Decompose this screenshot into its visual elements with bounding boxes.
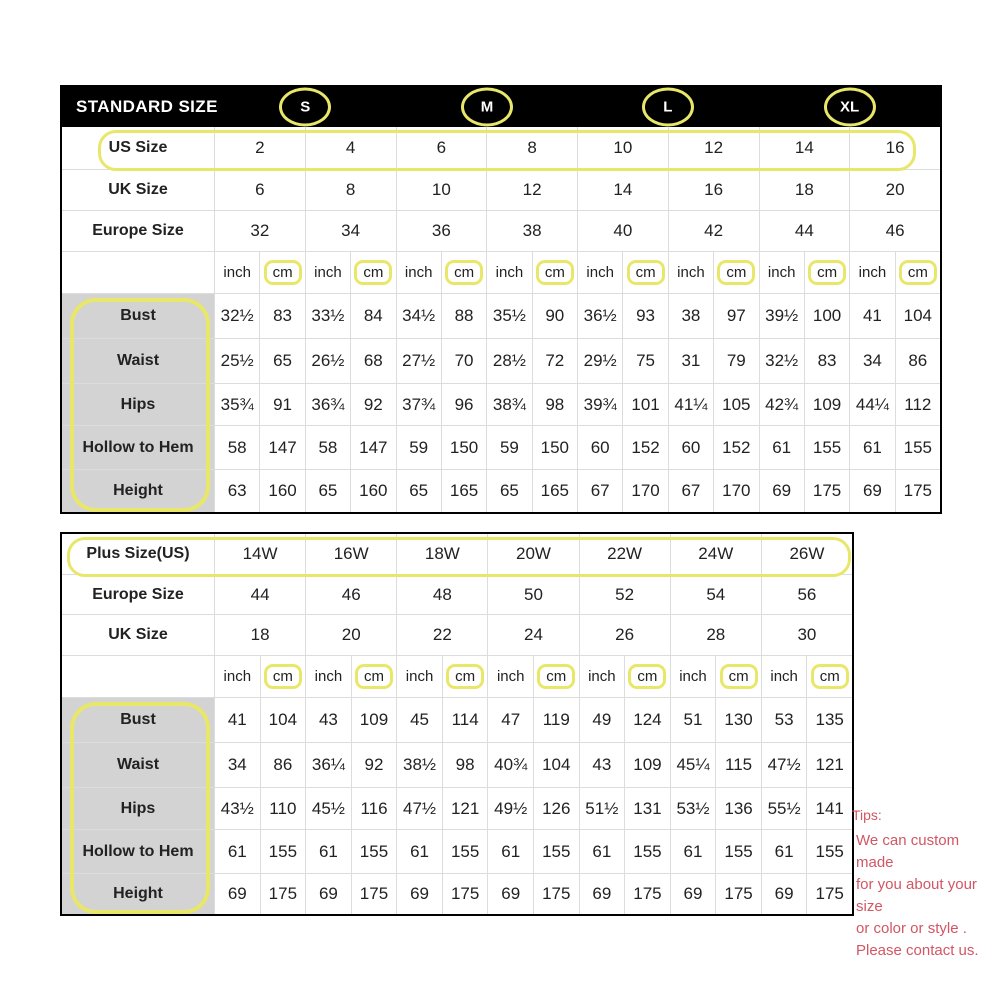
- measurement-value-cell: 34: [850, 339, 894, 383]
- measurement-value-cell: 83: [260, 294, 304, 338]
- measurement-value-cell: 59: [487, 426, 531, 469]
- measurement-value-cell: 104: [261, 698, 306, 742]
- measurement-value-cell: 101: [623, 384, 667, 425]
- unit-inch-label: inch: [578, 252, 622, 293]
- measurement-value-cell: 155: [807, 830, 852, 873]
- size-value-cell: 14: [760, 127, 850, 169]
- measurement-value-cell: 65: [260, 339, 304, 383]
- measurement-value-cell: 124: [625, 698, 670, 742]
- size-value-cell: 46: [850, 211, 940, 251]
- size-value-cell: 2: [215, 127, 305, 169]
- unit-inch-label: inch: [306, 252, 350, 293]
- size-value-cell: 8: [487, 127, 577, 169]
- units-row-spacer: [62, 252, 214, 293]
- measurement-row-label: Hips: [62, 384, 214, 425]
- measurement-value-cell: 43½: [215, 788, 260, 829]
- measurement-value-cell: 98: [533, 384, 577, 425]
- unit-inch-label: inch: [215, 252, 259, 293]
- measurement-value-cell: 175: [716, 874, 761, 914]
- measurement-value-cell: 147: [260, 426, 304, 469]
- measurement-value-cell: 175: [805, 470, 849, 512]
- measurement-value-cell: 126: [534, 788, 579, 829]
- unit-cm-cell: [716, 656, 761, 697]
- measurement-row-label: Height: [62, 470, 214, 512]
- measurement-row-label: Hollow to Hem: [62, 426, 214, 469]
- unit-inch-label: inch: [762, 656, 807, 697]
- size-badge-xl: XL: [824, 88, 876, 127]
- measurement-value-cell: 155: [534, 830, 579, 873]
- unit-cm-label-highlighted: cm: [355, 664, 393, 689]
- size-value-cell: 40: [578, 211, 668, 251]
- measurement-value-cell: 104: [896, 294, 940, 338]
- measurement-value-cell: 175: [352, 874, 397, 914]
- measurement-value-cell: 29½: [578, 339, 622, 383]
- measurement-value-cell: 105: [714, 384, 758, 425]
- measurement-value-cell: 63: [215, 470, 259, 512]
- size-value-cell: 22W: [580, 534, 670, 574]
- measurement-value-cell: 38½: [397, 743, 442, 787]
- unit-cm-cell: [805, 252, 849, 293]
- size-value-cell: 24: [488, 615, 578, 655]
- measurement-value-cell: 42¾: [760, 384, 804, 425]
- measurement-value-cell: 39¾: [578, 384, 622, 425]
- measurement-value-cell: 83: [805, 339, 849, 383]
- unit-cm-label-highlighted: cm: [264, 260, 302, 285]
- unit-cm-label-highlighted: cm: [720, 664, 758, 689]
- unit-inch-label: inch: [215, 656, 260, 697]
- measurement-value-cell: 37¾: [397, 384, 441, 425]
- measurement-value-cell: 67: [669, 470, 713, 512]
- measurement-value-cell: 170: [623, 470, 667, 512]
- size-value-cell: 16: [669, 170, 759, 210]
- unit-cm-label-highlighted: cm: [446, 664, 484, 689]
- unit-inch-label: inch: [487, 252, 531, 293]
- measurement-value-cell: 155: [625, 830, 670, 873]
- measurement-value-cell: 34½: [397, 294, 441, 338]
- size-row-label: UK Size: [62, 615, 214, 655]
- unit-cm-label-highlighted: cm: [264, 664, 302, 689]
- tips-line: Please contact us.: [856, 942, 979, 959]
- measurement-value-cell: 41¼: [669, 384, 713, 425]
- measurement-value-cell: 25½: [215, 339, 259, 383]
- measurement-value-cell: 69: [306, 874, 351, 914]
- size-value-cell: 28: [671, 615, 761, 655]
- tips-line: for you about your size: [856, 876, 977, 915]
- unit-cm-cell: [533, 252, 577, 293]
- unit-cm-label-highlighted: cm: [811, 664, 849, 689]
- measurement-value-cell: 35¾: [215, 384, 259, 425]
- measurement-value-cell: 152: [623, 426, 667, 469]
- measurement-row-label: Waist: [62, 339, 214, 383]
- measurement-value-cell: 53: [762, 698, 807, 742]
- unit-cm-cell: [260, 252, 304, 293]
- measurement-value-cell: 65: [306, 470, 350, 512]
- measurement-value-cell: 47½: [397, 788, 442, 829]
- measurement-value-cell: 115: [716, 743, 761, 787]
- unit-inch-label: inch: [488, 656, 533, 697]
- unit-cm-label-highlighted: cm: [899, 260, 937, 285]
- measurement-value-cell: 61: [215, 830, 260, 873]
- measurement-value-cell: 165: [442, 470, 486, 512]
- measurement-value-cell: 40¾: [488, 743, 533, 787]
- measurement-value-cell: 47: [488, 698, 533, 742]
- unit-cm-label-highlighted: cm: [628, 664, 666, 689]
- unit-cm-label-highlighted: cm: [354, 260, 392, 285]
- unit-cm-cell: [896, 252, 940, 293]
- measurement-row-label: Height: [62, 874, 214, 914]
- tips-line: We can custom made: [856, 832, 960, 871]
- measurement-value-cell: 121: [443, 788, 488, 829]
- measurement-value-cell: 141: [807, 788, 852, 829]
- plus-size-grid: [62, 534, 852, 914]
- size-badge-m: M: [461, 88, 513, 127]
- measurement-value-cell: 109: [805, 384, 849, 425]
- measurement-value-cell: 36¾: [306, 384, 350, 425]
- unit-cm-label-highlighted: cm: [445, 260, 483, 285]
- measurement-value-cell: 96: [442, 384, 486, 425]
- measurement-value-cell: 55½: [762, 788, 807, 829]
- size-value-cell: 16: [850, 127, 940, 169]
- unit-inch-label: inch: [306, 656, 351, 697]
- unit-cm-cell: [807, 656, 852, 697]
- measurement-value-cell: 69: [671, 874, 716, 914]
- measurement-value-cell: 104: [534, 743, 579, 787]
- measurement-value-cell: 61: [488, 830, 533, 873]
- unit-cm-cell: [261, 656, 306, 697]
- measurement-value-cell: 35½: [487, 294, 531, 338]
- measurement-value-cell: 31: [669, 339, 713, 383]
- unit-cm-cell: [442, 252, 486, 293]
- standard-size-header-bar: [62, 87, 940, 127]
- measurement-value-cell: 92: [351, 384, 395, 425]
- size-value-cell: 30: [762, 615, 852, 655]
- size-value-cell: 32: [215, 211, 305, 251]
- measurement-row-label: Bust: [62, 294, 214, 338]
- unit-cm-label-highlighted: cm: [536, 260, 574, 285]
- standard-size-title: STANDARD SIZE: [76, 97, 218, 116]
- unit-cm-label-highlighted: cm: [717, 260, 755, 285]
- unit-inch-label: inch: [850, 252, 894, 293]
- unit-inch-label: inch: [669, 252, 713, 293]
- size-value-cell: 44: [760, 211, 850, 251]
- measurement-value-cell: 130: [716, 698, 761, 742]
- measurement-value-cell: 26½: [306, 339, 350, 383]
- unit-inch-label: inch: [397, 252, 441, 293]
- measurement-value-cell: 112: [896, 384, 940, 425]
- measurement-value-cell: 69: [397, 874, 442, 914]
- measurement-value-cell: 60: [578, 426, 622, 469]
- measurement-row-label: Waist: [62, 743, 214, 787]
- measurement-value-cell: 165: [533, 470, 577, 512]
- size-value-cell: 6: [397, 127, 487, 169]
- size-value-cell: 12: [669, 127, 759, 169]
- measurement-value-cell: 67: [578, 470, 622, 512]
- unit-inch-label: inch: [760, 252, 804, 293]
- units-row-spacer: [62, 656, 214, 697]
- measurement-value-cell: 58: [215, 426, 259, 469]
- measurement-value-cell: 61: [671, 830, 716, 873]
- measurement-value-cell: 155: [716, 830, 761, 873]
- size-value-cell: 14: [578, 170, 668, 210]
- size-value-cell: 18: [215, 615, 305, 655]
- measurement-value-cell: 155: [805, 426, 849, 469]
- size-value-cell: 14W: [215, 534, 305, 574]
- measurement-value-cell: 147: [351, 426, 395, 469]
- size-value-cell: 34: [306, 211, 396, 251]
- measurement-value-cell: 69: [760, 470, 804, 512]
- measurement-value-cell: 97: [714, 294, 758, 338]
- measurement-value-cell: 155: [896, 426, 940, 469]
- measurement-value-cell: 69: [762, 874, 807, 914]
- measurement-value-cell: 150: [533, 426, 577, 469]
- measurement-value-cell: 65: [487, 470, 531, 512]
- size-badge-l: L: [642, 88, 694, 127]
- measurement-value-cell: 135: [807, 698, 852, 742]
- measurement-value-cell: 155: [352, 830, 397, 873]
- measurement-value-cell: 175: [625, 874, 670, 914]
- measurement-value-cell: 175: [443, 874, 488, 914]
- size-row-label: US Size: [62, 127, 214, 169]
- measurement-value-cell: 160: [260, 470, 304, 512]
- size-badge-s: S: [279, 88, 331, 127]
- measurement-value-cell: 36½: [578, 294, 622, 338]
- measurement-value-cell: 61: [397, 830, 442, 873]
- measurement-value-cell: 90: [533, 294, 577, 338]
- measurement-value-cell: 150: [442, 426, 486, 469]
- measurement-value-cell: 38: [669, 294, 713, 338]
- measurement-value-cell: 45½: [306, 788, 351, 829]
- size-value-cell: 54: [671, 575, 761, 614]
- measurement-value-cell: 41: [215, 698, 260, 742]
- size-value-cell: 50: [488, 575, 578, 614]
- size-value-cell: 42: [669, 211, 759, 251]
- measurement-value-cell: 45¼: [671, 743, 716, 787]
- measurement-value-cell: 61: [580, 830, 625, 873]
- measurement-value-cell: 72: [533, 339, 577, 383]
- measurement-value-cell: 61: [850, 426, 894, 469]
- size-value-cell: 56: [762, 575, 852, 614]
- size-value-cell: 4: [306, 127, 396, 169]
- size-value-cell: 10: [578, 127, 668, 169]
- measurement-value-cell: 75: [623, 339, 667, 383]
- measurement-value-cell: 93: [623, 294, 667, 338]
- measurement-value-cell: 33½: [306, 294, 350, 338]
- measurement-value-cell: 51½: [580, 788, 625, 829]
- measurement-value-cell: 65: [397, 470, 441, 512]
- unit-cm-cell: [443, 656, 488, 697]
- measurement-value-cell: 53½: [671, 788, 716, 829]
- size-value-cell: 12: [487, 170, 577, 210]
- measurement-value-cell: 51: [671, 698, 716, 742]
- measurement-value-cell: 41: [850, 294, 894, 338]
- size-value-cell: 22: [397, 615, 487, 655]
- size-value-cell: 6: [215, 170, 305, 210]
- measurement-value-cell: 170: [714, 470, 758, 512]
- measurement-value-cell: 34: [215, 743, 260, 787]
- measurement-value-cell: 39½: [760, 294, 804, 338]
- measurement-row-label: Hips: [62, 788, 214, 829]
- measurement-value-cell: 84: [351, 294, 395, 338]
- measurement-row-label: Bust: [62, 698, 214, 742]
- custom-made-tips: [852, 804, 1000, 962]
- unit-inch-label: inch: [580, 656, 625, 697]
- size-value-cell: 8: [306, 170, 396, 210]
- measurement-value-cell: 91: [260, 384, 304, 425]
- measurement-value-cell: 109: [625, 743, 670, 787]
- unit-inch-label: inch: [671, 656, 716, 697]
- unit-cm-label-highlighted: cm: [537, 664, 575, 689]
- measurement-value-cell: 98: [443, 743, 488, 787]
- measurement-value-cell: 155: [261, 830, 306, 873]
- size-value-cell: 36: [397, 211, 487, 251]
- measurement-value-cell: 114: [443, 698, 488, 742]
- measurement-value-cell: 49: [580, 698, 625, 742]
- measurement-value-cell: 155: [443, 830, 488, 873]
- size-value-cell: 38: [487, 211, 577, 251]
- measurement-value-cell: 47½: [762, 743, 807, 787]
- measurement-value-cell: 175: [807, 874, 852, 914]
- unit-cm-cell: [625, 656, 670, 697]
- unit-cm-cell: [714, 252, 758, 293]
- measurement-value-cell: 43: [306, 698, 351, 742]
- tips-line: or color or style .: [856, 920, 967, 937]
- measurement-value-cell: 116: [352, 788, 397, 829]
- plus-size-table: [60, 532, 854, 916]
- measurement-value-cell: 110: [261, 788, 306, 829]
- measurement-value-cell: 109: [352, 698, 397, 742]
- measurement-value-cell: 131: [625, 788, 670, 829]
- size-value-cell: 20: [306, 615, 396, 655]
- measurement-value-cell: 58: [306, 426, 350, 469]
- size-value-cell: 10: [397, 170, 487, 210]
- size-value-cell: 18: [760, 170, 850, 210]
- size-value-cell: 52: [580, 575, 670, 614]
- size-value-cell: 16W: [306, 534, 396, 574]
- measurement-value-cell: 100: [805, 294, 849, 338]
- measurement-value-cell: 160: [351, 470, 395, 512]
- size-row-label: Plus Size(US): [62, 534, 214, 574]
- standard-size-grid: [62, 127, 940, 512]
- measurement-value-cell: 27½: [397, 339, 441, 383]
- measurement-row-label: Hollow to Hem: [62, 830, 214, 873]
- size-value-cell: 20W: [488, 534, 578, 574]
- size-value-cell: 48: [397, 575, 487, 614]
- measurement-value-cell: 88: [442, 294, 486, 338]
- measurement-value-cell: 175: [261, 874, 306, 914]
- measurement-value-cell: 61: [306, 830, 351, 873]
- unit-inch-label: inch: [397, 656, 442, 697]
- measurement-value-cell: 86: [261, 743, 306, 787]
- unit-cm-cell: [351, 252, 395, 293]
- measurement-value-cell: 119: [534, 698, 579, 742]
- measurement-value-cell: 69: [850, 470, 894, 512]
- measurement-value-cell: 69: [488, 874, 533, 914]
- size-row-label: Europe Size: [62, 575, 214, 614]
- measurement-value-cell: 60: [669, 426, 713, 469]
- measurement-value-cell: 45: [397, 698, 442, 742]
- unit-cm-label-highlighted: cm: [627, 260, 665, 285]
- measurement-value-cell: 38¾: [487, 384, 531, 425]
- measurement-value-cell: 43: [580, 743, 625, 787]
- size-value-cell: 18W: [397, 534, 487, 574]
- unit-cm-cell: [623, 252, 667, 293]
- size-value-cell: 46: [306, 575, 396, 614]
- measurement-value-cell: 59: [397, 426, 441, 469]
- measurement-value-cell: 70: [442, 339, 486, 383]
- size-value-cell: 26W: [762, 534, 852, 574]
- size-value-cell: 44: [215, 575, 305, 614]
- size-row-label: UK Size: [62, 170, 214, 210]
- measurement-value-cell: 61: [762, 830, 807, 873]
- measurement-value-cell: 79: [714, 339, 758, 383]
- measurement-value-cell: 175: [896, 470, 940, 512]
- measurement-value-cell: 152: [714, 426, 758, 469]
- unit-cm-cell: [352, 656, 397, 697]
- measurement-value-cell: 32½: [760, 339, 804, 383]
- unit-cm-cell: [534, 656, 579, 697]
- measurement-value-cell: 121: [807, 743, 852, 787]
- measurement-value-cell: 68: [351, 339, 395, 383]
- measurement-value-cell: 36¼: [306, 743, 351, 787]
- measurement-value-cell: 136: [716, 788, 761, 829]
- measurement-value-cell: 49½: [488, 788, 533, 829]
- measurement-value-cell: 92: [352, 743, 397, 787]
- standard-size-table: [60, 85, 942, 514]
- measurement-value-cell: 86: [896, 339, 940, 383]
- measurement-value-cell: 69: [215, 874, 260, 914]
- measurement-value-cell: 28½: [487, 339, 531, 383]
- measurement-value-cell: 69: [580, 874, 625, 914]
- size-value-cell: 24W: [671, 534, 761, 574]
- measurement-value-cell: 44¼: [850, 384, 894, 425]
- size-row-label: Europe Size: [62, 211, 214, 251]
- size-value-cell: 26: [580, 615, 670, 655]
- unit-cm-label-highlighted: cm: [808, 260, 846, 285]
- measurement-value-cell: 175: [534, 874, 579, 914]
- measurement-value-cell: 61: [760, 426, 804, 469]
- tips-title: Tips:: [852, 807, 882, 823]
- size-value-cell: 20: [850, 170, 940, 210]
- measurement-value-cell: 32½: [215, 294, 259, 338]
